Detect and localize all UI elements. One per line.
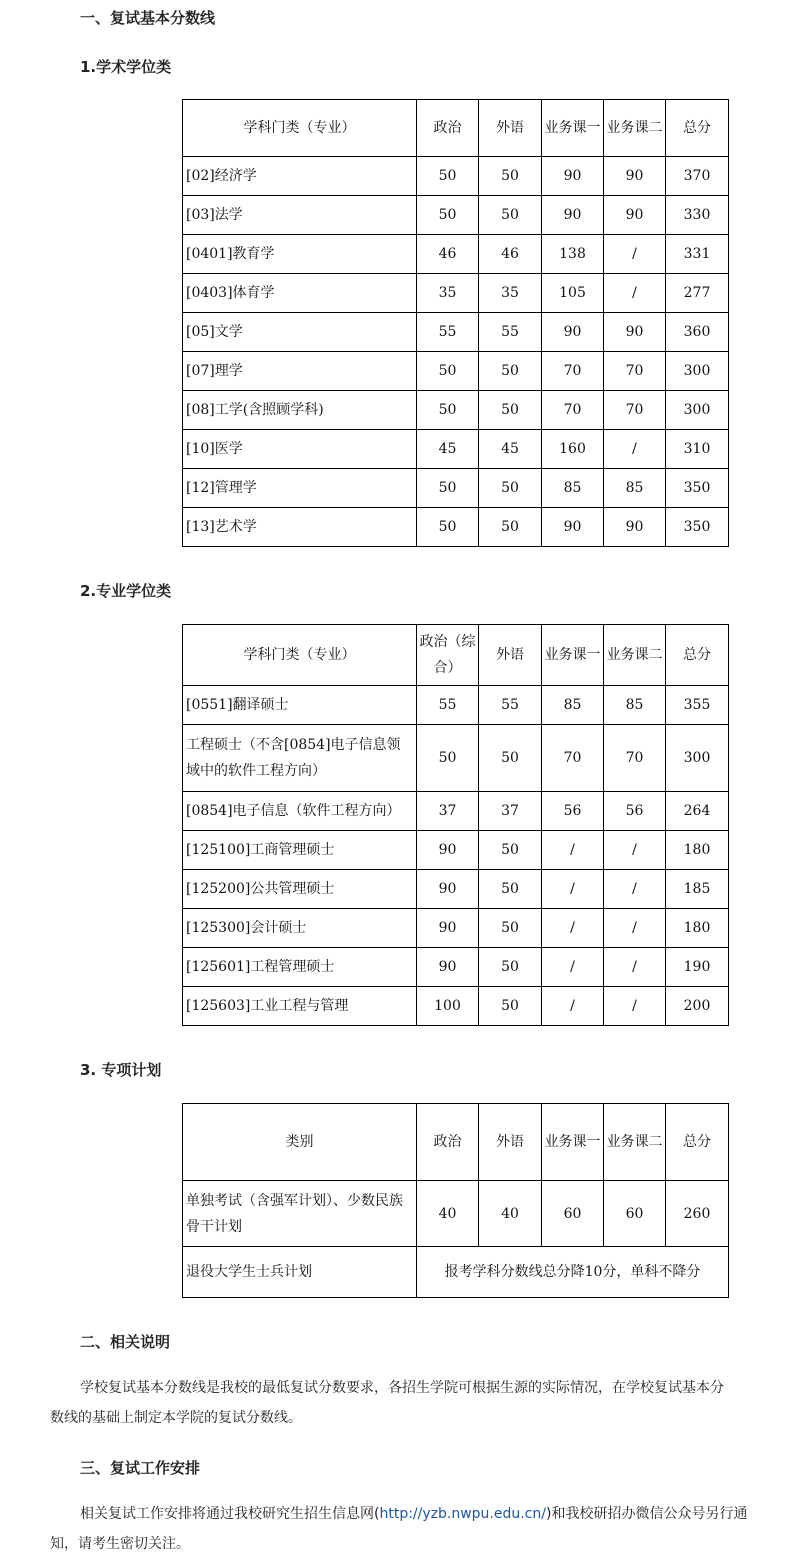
score-cell: 90 <box>604 508 666 547</box>
score-cell: 90 <box>604 313 666 352</box>
header-course-1: 业务课一 <box>542 1104 604 1181</box>
score-cell: 50 <box>479 831 542 870</box>
table-row <box>183 831 729 870</box>
score-cell: 264 <box>666 792 729 831</box>
score-cell: 50 <box>479 725 542 792</box>
score-cell: 90 <box>417 948 479 987</box>
header-course-2: 业务课二 <box>604 100 666 157</box>
score-cell: 50 <box>417 508 479 547</box>
table-row <box>183 196 729 235</box>
score-cell: 37 <box>417 792 479 831</box>
subject-cell: [12]管理学 <box>183 469 417 508</box>
arrangement-text-pre: 相关复试工作安排将通过我校研究生招生信息网( <box>80 1506 380 1522</box>
section-heading-1: 一、复试基本分数线 <box>80 9 216 27</box>
table-row <box>183 909 729 948</box>
header-course-1: 业务课一 <box>542 100 604 157</box>
special-plans-table <box>182 1103 729 1298</box>
table-row <box>183 274 729 313</box>
score-cell: 56 <box>604 792 666 831</box>
table-row <box>183 430 729 469</box>
table-row <box>183 987 729 1026</box>
score-cell: 350 <box>666 508 729 547</box>
score-cell: 37 <box>479 792 542 831</box>
subject-cell: [02]经济学 <box>183 157 417 196</box>
header-total: 总分 <box>666 625 729 686</box>
score-cell: 138 <box>542 235 604 274</box>
score-cell: 46 <box>417 235 479 274</box>
score-cell: 180 <box>666 831 729 870</box>
subject-cell: [05]文学 <box>183 313 417 352</box>
score-cell: 50 <box>479 909 542 948</box>
score-cell: 60 <box>604 1181 666 1247</box>
score-cell: 85 <box>542 469 604 508</box>
subject-cell: [0551]翻译硕士 <box>183 686 417 725</box>
professional-degree-table <box>182 624 729 1026</box>
score-cell: 50 <box>479 196 542 235</box>
header-foreign-language: 外语 <box>479 1104 542 1181</box>
score-cell: 360 <box>666 313 729 352</box>
score-cell: 50 <box>479 352 542 391</box>
score-cell: 50 <box>417 352 479 391</box>
table-row <box>183 1247 729 1298</box>
category-cell: 单独考试（含强军计划）、少数民族骨干计划 <box>183 1181 417 1247</box>
score-cell: 50 <box>417 196 479 235</box>
arrangement-paragraph-line-2: 知，请考生密切关注。 <box>50 1536 190 1552</box>
score-cell: 85 <box>542 686 604 725</box>
score-cell: 45 <box>417 430 479 469</box>
veteran-plan-note: 报考学科分数线总分降10分，单科不降分 <box>417 1247 729 1298</box>
subject-cell: [125603]工业工程与管理 <box>183 987 417 1026</box>
score-cell: 85 <box>604 686 666 725</box>
score-cell: 70 <box>542 725 604 792</box>
table-row <box>183 469 729 508</box>
section-heading-2: 二、相关说明 <box>80 1333 171 1351</box>
table-row <box>183 352 729 391</box>
table-row <box>183 1181 729 1247</box>
header-subject: 学科门类（专业） <box>183 100 417 157</box>
score-cell: 180 <box>666 909 729 948</box>
score-cell: 50 <box>417 391 479 430</box>
score-cell: 160 <box>542 430 604 469</box>
table-row <box>183 792 729 831</box>
score-cell: / <box>542 831 604 870</box>
header-politics-comprehensive: 政治（综合） <box>417 625 479 686</box>
arrangement-text-post: )和我校研招办微信公众号另行通 <box>545 1506 748 1522</box>
subsection-heading-special-plans: 3. 专项计划 <box>80 1061 162 1079</box>
admissions-website-link[interactable]: http://yzb.nwpu.edu.cn/ <box>379 1506 546 1522</box>
subject-cell: [10]医学 <box>183 430 417 469</box>
score-cell: 50 <box>417 157 479 196</box>
score-cell: 50 <box>479 391 542 430</box>
score-cell: 70 <box>604 352 666 391</box>
subject-cell: [125300]会计硕士 <box>183 909 417 948</box>
score-cell: 55 <box>417 313 479 352</box>
score-cell: 50 <box>479 987 542 1026</box>
score-cell: 35 <box>479 274 542 313</box>
subject-cell: [07]理学 <box>183 352 417 391</box>
score-cell: / <box>542 987 604 1026</box>
score-cell: 350 <box>666 469 729 508</box>
header-politics: 政治 <box>417 1104 479 1181</box>
subject-cell: [0403]体育学 <box>183 274 417 313</box>
header-total: 总分 <box>666 100 729 157</box>
score-cell: 355 <box>666 686 729 725</box>
score-cell: / <box>604 909 666 948</box>
score-cell: 50 <box>479 157 542 196</box>
score-cell: 50 <box>417 469 479 508</box>
subject-cell: [0854]电子信息（软件工程方向） <box>183 792 417 831</box>
score-cell: 35 <box>417 274 479 313</box>
arrangement-paragraph-line-1 <box>80 1501 747 1527</box>
score-cell: 300 <box>666 725 729 792</box>
score-cell: 60 <box>542 1181 604 1247</box>
header-subject: 学科门类（专业） <box>183 625 417 686</box>
table-row <box>183 313 729 352</box>
score-cell: 90 <box>542 196 604 235</box>
explanation-paragraph-line-2: 数线的基础上制定本学院的复试分数线。 <box>50 1410 302 1426</box>
score-cell: 330 <box>666 196 729 235</box>
score-cell: 70 <box>604 391 666 430</box>
score-cell: / <box>542 909 604 948</box>
subject-cell: [08]工学(含照顾学科) <box>183 391 417 430</box>
score-cell: 300 <box>666 352 729 391</box>
subject-cell: [03]法学 <box>183 196 417 235</box>
score-cell: 190 <box>666 948 729 987</box>
score-cell: 50 <box>417 725 479 792</box>
score-cell: / <box>604 870 666 909</box>
header-foreign-language: 外语 <box>479 625 542 686</box>
score-cell: 55 <box>479 313 542 352</box>
score-cell: 70 <box>542 352 604 391</box>
score-cell: 90 <box>542 313 604 352</box>
table-row <box>183 948 729 987</box>
section-heading-3: 三、复试工作安排 <box>80 1459 201 1477</box>
score-cell: 46 <box>479 235 542 274</box>
subject-cell: [125601]工程管理硕士 <box>183 948 417 987</box>
subject-cell: [125200]公共管理硕士 <box>183 870 417 909</box>
score-cell: 40 <box>479 1181 542 1247</box>
score-cell: 90 <box>604 196 666 235</box>
score-cell: / <box>604 948 666 987</box>
score-cell: / <box>604 430 666 469</box>
score-cell: 370 <box>666 157 729 196</box>
score-cell: 90 <box>542 508 604 547</box>
table-row <box>183 870 729 909</box>
score-cell: 55 <box>479 686 542 725</box>
header-total: 总分 <box>666 1104 729 1181</box>
score-cell: 50 <box>479 508 542 547</box>
score-cell: 50 <box>479 469 542 508</box>
score-cell: 90 <box>417 909 479 948</box>
score-cell: / <box>604 987 666 1026</box>
header-course-2: 业务课二 <box>604 625 666 686</box>
table-row <box>183 725 729 792</box>
score-cell: 85 <box>604 469 666 508</box>
score-cell: 56 <box>542 792 604 831</box>
header-foreign-language: 外语 <box>479 100 542 157</box>
header-course-2: 业务课二 <box>604 1104 666 1181</box>
score-cell: 90 <box>417 870 479 909</box>
explanation-paragraph-line-1: 学校复试基本分数线是我校的最低复试分数要求，各招生学院可根据生源的实际情况，在学校复试基本分 <box>80 1380 724 1396</box>
subsection-heading-professional: 2.专业学位类 <box>80 582 172 600</box>
header-category: 类别 <box>183 1104 417 1181</box>
score-cell: 90 <box>542 157 604 196</box>
score-cell: / <box>604 274 666 313</box>
score-cell: / <box>542 948 604 987</box>
academic-degree-table <box>182 99 729 547</box>
subject-cell: [125100]工商管理硕士 <box>183 831 417 870</box>
score-cell: 50 <box>479 948 542 987</box>
score-cell: 260 <box>666 1181 729 1247</box>
category-cell: 退役大学生士兵计划 <box>183 1247 417 1298</box>
score-cell: 331 <box>666 235 729 274</box>
header-politics: 政治 <box>417 100 479 157</box>
score-cell: 300 <box>666 391 729 430</box>
score-cell: 90 <box>604 157 666 196</box>
score-cell: 70 <box>604 725 666 792</box>
score-cell: 105 <box>542 274 604 313</box>
score-cell: 90 <box>417 831 479 870</box>
score-cell: 40 <box>417 1181 479 1247</box>
subject-cell: [0401]教育学 <box>183 235 417 274</box>
subject-cell: [13]艺术学 <box>183 508 417 547</box>
score-cell: 100 <box>417 987 479 1026</box>
score-cell: 310 <box>666 430 729 469</box>
table-row <box>183 508 729 547</box>
table-row <box>183 157 729 196</box>
table-row <box>183 391 729 430</box>
score-cell: 50 <box>479 870 542 909</box>
subject-cell: 工程硕士（不含[0854]电子信息领域中的软件工程方向） <box>183 725 417 792</box>
score-cell: 45 <box>479 430 542 469</box>
score-cell: / <box>604 831 666 870</box>
score-cell: 185 <box>666 870 729 909</box>
table-row <box>183 235 729 274</box>
score-cell: 277 <box>666 274 729 313</box>
score-cell: / <box>542 870 604 909</box>
score-cell: / <box>604 235 666 274</box>
score-cell: 70 <box>542 391 604 430</box>
subsection-heading-academic: 1.学术学位类 <box>80 58 172 76</box>
header-course-1: 业务课一 <box>542 625 604 686</box>
score-cell: 200 <box>666 987 729 1026</box>
table-row <box>183 686 729 725</box>
score-cell: 55 <box>417 686 479 725</box>
